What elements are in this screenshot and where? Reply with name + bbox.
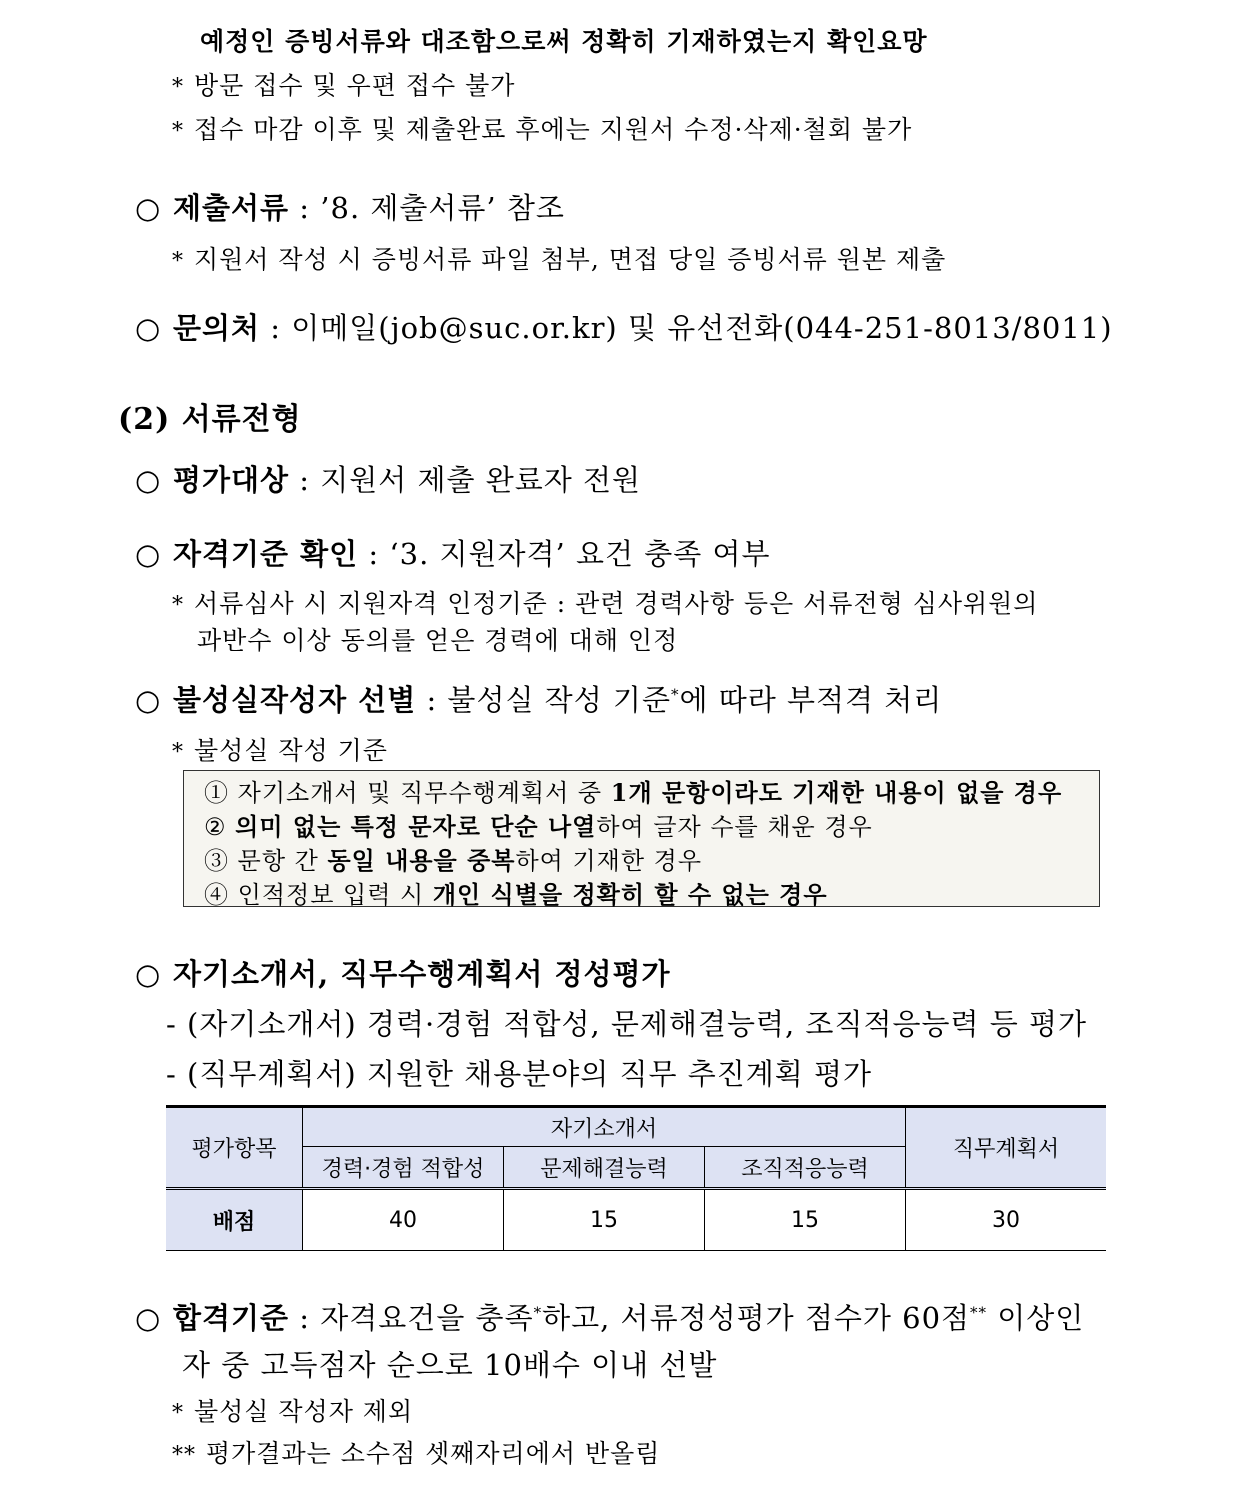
circle-bullet-icon: ○ [135, 463, 162, 497]
criteria-row: ② 의미 없는 특정 문자로 단순 나열하여 글자 수를 채운 경우 [204, 812, 873, 841]
score-table [166, 1105, 1106, 1251]
eval-item: ○ 자기소개서, 직무수행계획서 정성평가 [135, 957, 671, 991]
qual-note-cont: 과반수 이상 동의를 얻은 경력에 대해 인정 [197, 626, 679, 655]
section-heading: (2) 서류전형 [118, 402, 302, 437]
table-row-label: 배점 [166, 1189, 303, 1251]
table-subheader: 문제해결능력 [504, 1147, 705, 1189]
criteria-row: ③ 문항 간 동일 내용을 중복하여 기재한 경우 [204, 846, 703, 875]
note-deadline: * 접수 마감 이후 및 제출완료 후에는 지원서 수정·삭제·철회 불가 [172, 115, 913, 144]
insincere-item: ○ 불성실작성자 선별 : 불성실 작성 기준*에 따라 부적격 처리 [135, 683, 943, 717]
circle-bullet-icon: ○ [135, 537, 162, 571]
docs-item: ○ 제출서류 : ’8. 제출서류’ 참조 [135, 191, 565, 225]
table-subheader: 조직적응능력 [705, 1147, 906, 1189]
eval-sub-2: - (직무계획서) 지원한 채용분야의 직무 추진계획 평가 [166, 1057, 873, 1091]
pass-item-cont: 자 중 고득점자 순으로 10배수 이내 선발 [182, 1348, 718, 1382]
criteria-row: ④ 인적정보 입력 시 개인 식별을 정확히 할 수 없는 경우 [204, 880, 828, 909]
qual-item: ○ 자격기준 확인 : ‘3. 지원자격’ 요건 충족 여부 [135, 537, 771, 571]
circle-bullet-icon: ○ [135, 191, 162, 225]
table-cell: 40 [303, 1189, 504, 1251]
contact-item: ○ 문의처 : 이메일(job@suc.or.kr) 및 유선전화(044-251-8013/8011) [135, 311, 1113, 345]
pass-item: ○ 합격기준 : 자격요건을 충족*하고, 서류정성평가 점수가 60점** 이상인 [135, 1301, 1085, 1335]
insincere-note: * 불성실 작성 기준 [172, 736, 388, 765]
criteria-box [183, 770, 1100, 907]
eval-sub-1: - (자기소개서) 경력·경험 적합성, 문제해결능력, 조직적응능력 등 평가 [166, 1007, 1087, 1041]
circle-bullet-icon: ○ [135, 957, 162, 991]
table-header-item: 평가항목 [166, 1107, 303, 1189]
target-item: ○ 평가대상 : 지원서 제출 완료자 전원 [135, 463, 642, 497]
table-cell: 15 [504, 1189, 705, 1251]
pass-note-2: ** 평가결과는 소수점 셋째자리에서 반올림 [172, 1439, 661, 1468]
table-cell: 30 [906, 1189, 1107, 1251]
table-header-self: 자기소개서 [303, 1107, 906, 1147]
qual-note: * 서류심사 시 지원자격 인정기준 : 관련 경력사항 등은 서류전형 심사위원의 [172, 589, 1039, 618]
intro-line: 예정인 증빙서류와 대조함으로써 정확히 기재하였는지 확인요망 [200, 27, 928, 56]
circle-bullet-icon: ○ [135, 1301, 162, 1335]
circle-bullet-icon: ○ [135, 683, 162, 717]
pass-note-1: * 불성실 작성자 제외 [172, 1397, 414, 1426]
table-cell: 15 [705, 1189, 906, 1251]
table-subheader: 경력·경험 적합성 [303, 1147, 504, 1189]
note-visit: * 방문 접수 및 우편 접수 불가 [172, 71, 516, 100]
criteria-row: ① 자기소개서 및 직무수행계획서 중 1개 문항이라도 기재한 내용이 없을 경우 [204, 778, 1063, 807]
circle-bullet-icon: ○ [135, 311, 162, 345]
table-header-plan: 직무계획서 [906, 1107, 1107, 1189]
docs-note: * 지원서 작성 시 증빙서류 파일 첨부, 면접 당일 증빙서류 원본 제출 [172, 245, 947, 274]
